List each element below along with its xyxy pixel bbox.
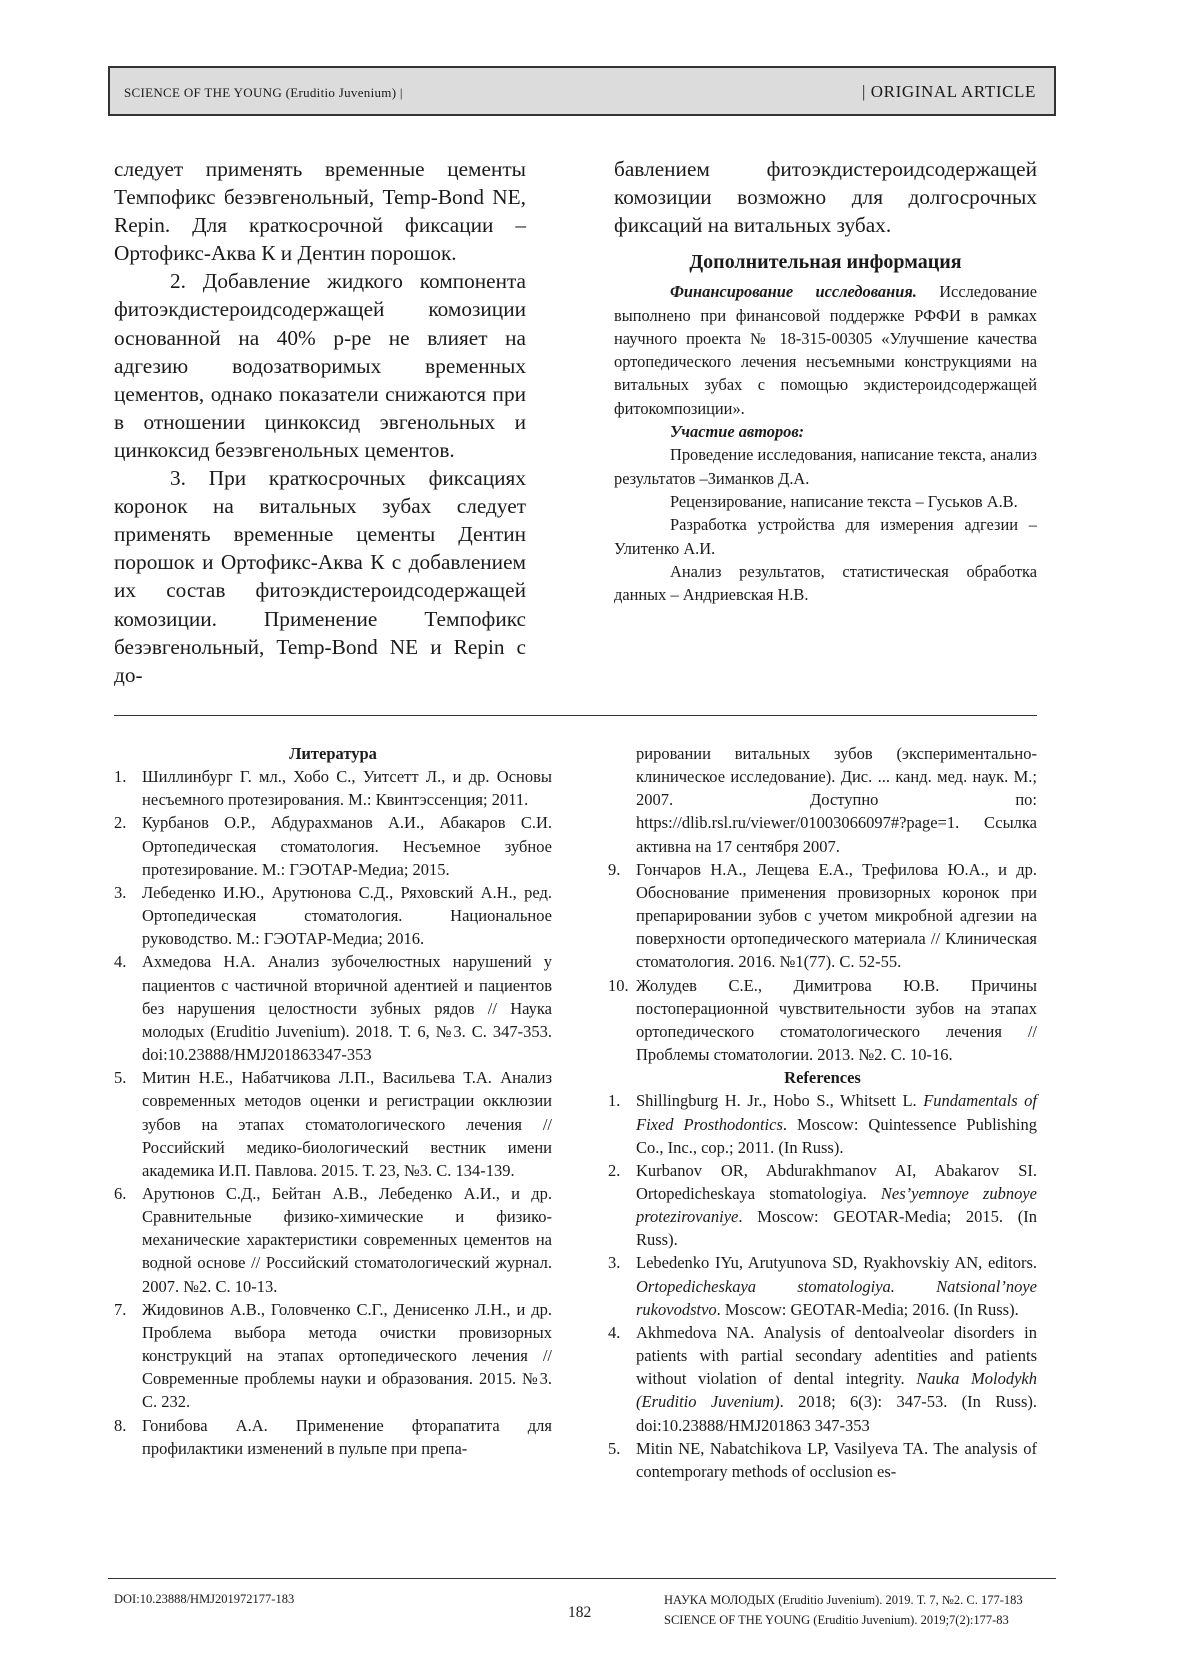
citation-ru: НАУКА МОЛОДЫХ (Eruditio Juvenium). 2019. Т. 7, №2. С. 177-183 [664,1593,1023,1607]
reference-item: 10. Жолудев С.Е., Димитрова Ю.В. Причины постоперационной чувствительности зубов на этапах ортопедического стоматологического лечения // Проблемы стоматологии. 2013. №2. С. 10-16. [608,975,1037,1065]
running-header [108,66,1056,116]
citation-en: SCIENCE OF THE YOUNG (Eruditio Juvenium). 2019;7(2):177-83 [664,1613,1009,1627]
reference-item: 8. Гонибова А.А. Применение фторапатита для профилактики изменений в пульпе при препа- [114,1415,552,1458]
reference-item: 9. Гончаров Н.А., Лещева Е.А., Трефилова Ю.А., и др. Обоснование применения провизорных коронок при препарировании зубов с учетом микробной адгезии на поверхности ортопедического материала // Клиническая стоматология. 2016. №1(77). С. 52-55. [608,859,1037,972]
references-title: References [784,1068,861,1088]
literature-title: Литература [289,744,377,763]
reference-item: 3. Лебеденко И.Ю., Арутюнова С.Д., Ряховский А.Н., ред. Ортопедическая стоматология. Национальное руководство. М.: ГЭОТАР-Медиа; 2016. [114,882,552,949]
journal-title: SCIENCE OF THE YOUNG (Eruditio Juvenium) | [124,85,403,100]
reference-item: 5. Митин Н.Е., Набатчикова Л.П., Васильева Т.А. Анализ современных методов оценки и регистрации окклюзии зубов на этапах стоматологического лечения // Российский медико-биологический вестник имени академика И.П. Павлова. 2015. Т. 23, №3. С. 134-139. [114,1068,552,1180]
section-divider [114,715,1037,716]
reference-item: 2. Курбанов О.Р., Абдурахманов А.И., Абакаров С.И. Ортопедическая стоматология. Несъемное зубное протезирование. М.: ГЭОТАР-Медиа; 2015. [114,813,552,879]
reference-item: 2. Kurbanov OR, Abdurakhmanov AI, Abakarov SI. Ortopedicheskaya stomatologiya. Nes’yemnoye zubnoye protezirovaniye. Moscow: GEOTAR-Media; 2015. (In Russ). [608,1160,1037,1250]
reference-item: 4. Akhmedova NA. Analysis of dentoalveolar disorders in patients with partial secondary adentities and patients without violation of dental integrity. Nauka Molodykh (Eruditio Juvenium). 2018; 6(3): 347-53. (In Russ). doi:10.23888/HMJ201863 347-353 [608,1322,1037,1435]
additional-info [614,280,1037,606]
additional-info-title: Дополнительная информация [689,251,962,274]
literature-right-column [608,742,1037,1483]
reference-item: 4. Ахмедова Н.А. Анализ зубочелюстных нарушений у пациентов с частичной вторичной адентией и пациентов без нарушения целостности зубных рядов // Наука молодых (Eruditio Juvenium). 2018. Т. 6, №3. С. 347-353. doi:10.23888/HMJ201863347-353 [114,952,552,1065]
reference-item: 1. Шиллинбург Г. мл., Хобо С., Уитсетт Л., и др. Основы несъемного протезирования. М.: Квинтэссенция; 2011. [114,767,552,810]
reference-item: 5. Mitin NE, Nabatchikova LP, Vasilyeva TA. The analysis of contemporary methods of occlusion es- [608,1438,1037,1481]
page-number: 182 [568,1604,592,1621]
contribution: Анализ результатов, статистическая обработка данных – Андриевская Н.В. [614,561,1037,605]
reference-item: 1. Shillingburg H. Jr., Hobo S., Whitsett L. Fundamentals of Fixed Prosthodontics. Moscow: Quintessence Publishing Co., Inc., cop.; 2011. (In Russ). [608,1091,1037,1157]
body-paragraph: следует применять временные цементы Темпофикс безэвгенольный, Temp-Bond NE, Repin. Для краткосрочной фиксации – Ортофикс-Аква К и Дентин порошок. [114,157,526,266]
authors-label: Участие авторов: [670,422,805,442]
literature-left-column [114,742,552,1460]
left-body-column [114,155,526,689]
reference-continuation: рировании витальных зубов (экспериментально-клиническое исследование). Дис. ... канд. мед. наук. М.; 2007. Доступно по: https://dlib.rsl.ru/viewer/01003066097#?page=1. Ссылка активна на 17 сентября 2007. [636,744,1037,856]
reference-item: 3. Lebedenko IYu, Arutyunova SD, Ryakhovskiy AN, editors. Ortopedicheskaya stomatologiya. Natsional’noye rukovodstvo. Moscow: GEOTAR-Media; 2016. (In Russ). [608,1253,1037,1319]
footer-citation [664,1590,1023,1630]
footer-divider [108,1578,1056,1579]
section-label: | ORIGINAL ARTICLE [861,82,1036,101]
funding-text: Исследование выполнено при финансовой поддержке РФФИ в рамках научного проекта № 18-315-00305 «Улучшение качества ортопедического лечения несъемными конструкциями на витальных зубах с помощью экдистероидсодержащей фитокомпозиции». [614,282,1037,418]
footer-doi: DOI:10.23888/HMJ201972177-183 [114,1592,295,1606]
reference-item: 6. Арутюнов С.Д., Бейтан А.В., Лебеденко А.И., и др. Сравнительные физико-химические и физико-механические характеристики современных цементов на водной основе // Российский стоматологический журнал. 2007. №2. С. 10-13. [114,1183,552,1296]
right-body-column [614,155,1037,606]
funding-label: Финансирование исследования. [670,282,917,302]
contribution: Рецензирование, написание текста – Гуськов А.В. [670,491,1018,511]
contribution: Проведение исследования, написание текста, анализ результатов –Зиманков Д.А. [614,445,1037,488]
contribution: Разработка устройства для измерения адгезии – Улитенко А.И. [614,515,1037,558]
reference-item: 7. Жидовинов А.В., Головченко С.Г., Денисенко Л.Н., и др. Проблема выбора метода очистки провизорных конструкций на этапах ортопедического лечения // Современные проблемы науки и образования. 2015. №3. С. 232. [114,1299,552,1412]
body-paragraph: 2. Добавление жидкого компонента фитоэкдистероидсодержащей комозиции основанной на 40% р-ре не влияет на адгезию водозатворимых временных цементов, однако показатели снижаются при в отношении цинкоксид эвгенольных и цинкоксид безэвгенольных цементов. [114,269,526,462]
body-paragraph: 3. При краткосрочных фиксациях коронок на витальных зубах следует применять временные цементы Дентин порошок и Ортофикс-Аква К с добавлением их состав фитоэкдистероидсодержащей комозиции. Применение Темпофикс безэвгенольный, Temp-Bond NE и Repin с до- [114,466,526,687]
body-paragraph: бавлением фитоэкдистероидсодержащей комозиции возможно для долгосрочных фиксаций на витальных зубах. [614,157,1037,238]
